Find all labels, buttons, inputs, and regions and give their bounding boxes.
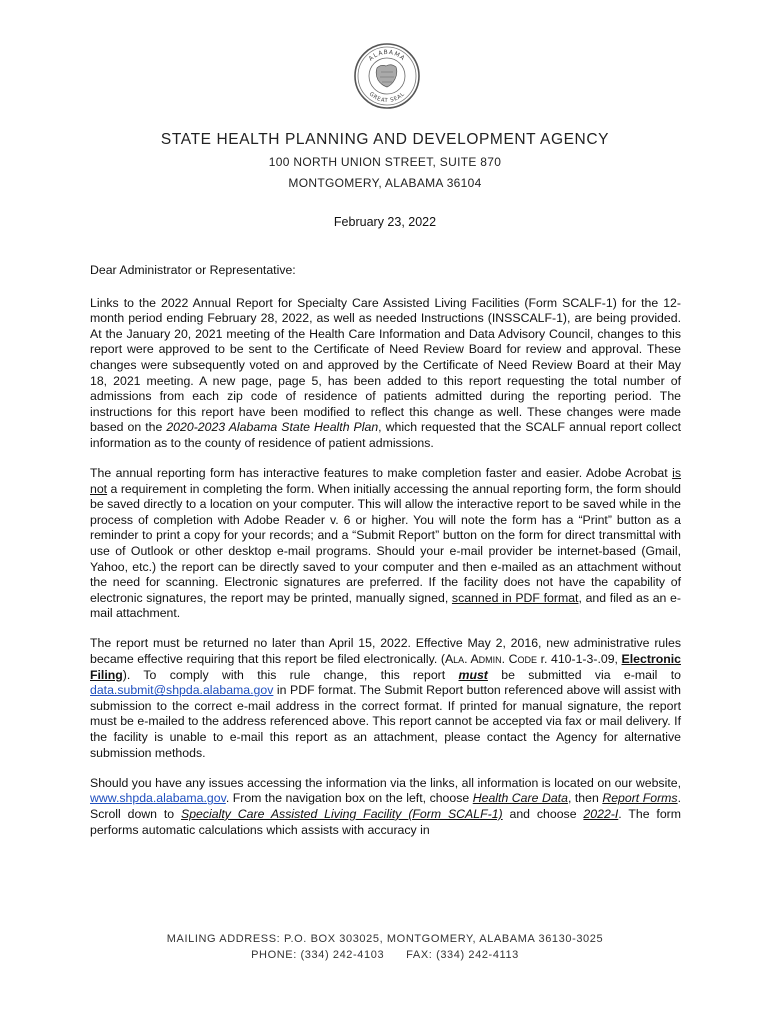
scalf-form-nav: Specialty Care Assisted Living Facility (Form SCALF-1) <box>181 806 503 821</box>
must-emphasis: must <box>458 667 488 682</box>
report-forms-nav: Report Forms <box>602 791 678 806</box>
admin-code-reference: Ala. Admin. Code <box>444 652 538 667</box>
paragraph-interactive-form <box>90 466 681 622</box>
p4-text-3: , then <box>567 791 603 806</box>
footer-contact <box>0 949 770 961</box>
scanned-pdf-format: scanned in PDF format <box>451 590 579 605</box>
p3-text-1: The report must be returned no later than April 15, 2022. Effective May 2, 2016, new administrative rules became effective requiring that this report be filed electronically. ( <box>90 636 681 667</box>
paragraph-website-navigation <box>90 776 681 838</box>
p4-text-4: . Scroll down to <box>90 791 681 821</box>
alabama-great-seal-icon <box>353 42 421 110</box>
website-link[interactable]: www.shpda.alabama.gov <box>90 791 226 806</box>
p2-text-3: , and filed as an e-mail attachment. <box>90 590 681 621</box>
year-form-nav: 2022-I <box>583 806 619 821</box>
p4-text-2: . From the navigation box on the left, choose <box>225 791 473 806</box>
is-not-emphasis: is not <box>90 466 681 496</box>
state-health-plan-title: 2020-2023 Alabama State Health Plan <box>166 420 379 435</box>
seal-text-top: ALABAMA <box>367 48 407 63</box>
agency-address-street: 100 NORTH UNION STREET, SUITE 870 <box>268 155 502 169</box>
p3-text-5: in PDF format. The Submit Report button referenced above will assist with submission to the correct e-mail address in the correct format. If printed for manual signature, the report must be e-mailed to the address referenced above. This report cannot be accepted via fax or mail delivery. If the facility is unable to e-mail this report as an attachment, please contact the Agency for alternative submission methods. <box>90 683 681 760</box>
p3-text-2: r. 410-1-3-.09, <box>537 652 622 667</box>
agency-name: STATE HEALTH PLANNING AND DEVELOPMENT AGENCY <box>160 131 610 148</box>
salutation: Dear Administrator or Representative: <box>90 263 296 277</box>
footer-mailing-address: MAILING ADDRESS: P.O. BOX 303025, MONTGOMERY, ALABAMA 36130-3025 <box>166 933 604 945</box>
p1-text-2: , which requested that the SCALF annual report collect information as to the county of residence of patient admissions. <box>90 420 682 450</box>
letter-body <box>90 263 681 853</box>
p4-text-6: . The form performs automatic calculations which assists with accuracy in <box>90 806 682 837</box>
svg-text:ALABAMA <box>367 49 406 63</box>
p3-text-3: ). To comply with this rule change, this report <box>122 667 459 682</box>
health-care-data-nav: Health Care Data <box>472 791 568 806</box>
footer-phone: PHONE: (334) 242-4103 <box>251 949 385 961</box>
p4-text-5: and choose <box>502 806 584 821</box>
p4-text-1: Should you have any issues accessing the information via the links, all information is located on our website, <box>90 775 681 790</box>
p2-text-1: The annual reporting form has interactive features to make completion faster and easier. Adobe Acrobat <box>90 466 673 481</box>
electronic-filing-rule: Electronic Filing <box>90 652 681 682</box>
p3-text-4: be submitted via e-mail to <box>487 667 681 682</box>
letter-date: February 23, 2022 <box>333 215 437 229</box>
submission-email-link[interactable]: data.submit@shpda.alabama.gov <box>90 683 274 698</box>
paragraph-report-links <box>90 296 681 452</box>
paragraph-deadline <box>90 636 681 761</box>
p1-text-1: Links to the 2022 Annual Report for Specialty Care Assisted Living Facilities (Form SCALF-1) for the 12-month period ending February 28, 2022, as well as needed Instructions (INSSCALF-1), are being provided. At the January 20, 2021 meeting of the Health Care Information and Data Advisory Council, changes to this report were approved to be sent to the Certificate of Need Review Board for review and approval. These changes were subsequently voted on and approved by the Certificate of Need Review Board at their May 18, 2021 meeting. A new page, page 5, has been added to this report requesting the total number of admissions from each zip code of residence of patients admitted during the reporting period. The instructions for this report have been modified to reflect this change as well. These changes were made based on the <box>90 295 681 435</box>
seal-text-bottom: GREAT SEAL <box>367 91 407 105</box>
footer-fax: FAX: (334) 242-4113 <box>406 949 519 961</box>
p2-text-2: a requirement in completing the form. When initially accessing the annual reporting form, the form should be saved directly to a location on your computer. This will allow the interactive report to be saved while in the process of completion with Adobe Reader v. 6 or higher. You will note the form has a “Print” button as a reminder to print a copy for your records; and a “Submit Report” button on the form for direct transmittal with use of Outlook or other desktop e-mail programs. Should your e-mail provider be internet-based (Gmail, Yahoo, etc.) the report can be directly saved to your computer and then e-mailed as an attachment without the need for scanning. Electronic signatures are preferred. If the facility does not have the capability of electronic signatures, the report may be printed, manually signed, <box>90 481 681 605</box>
agency-address-city: MONTGOMERY, ALABAMA 36104 <box>288 176 482 190</box>
